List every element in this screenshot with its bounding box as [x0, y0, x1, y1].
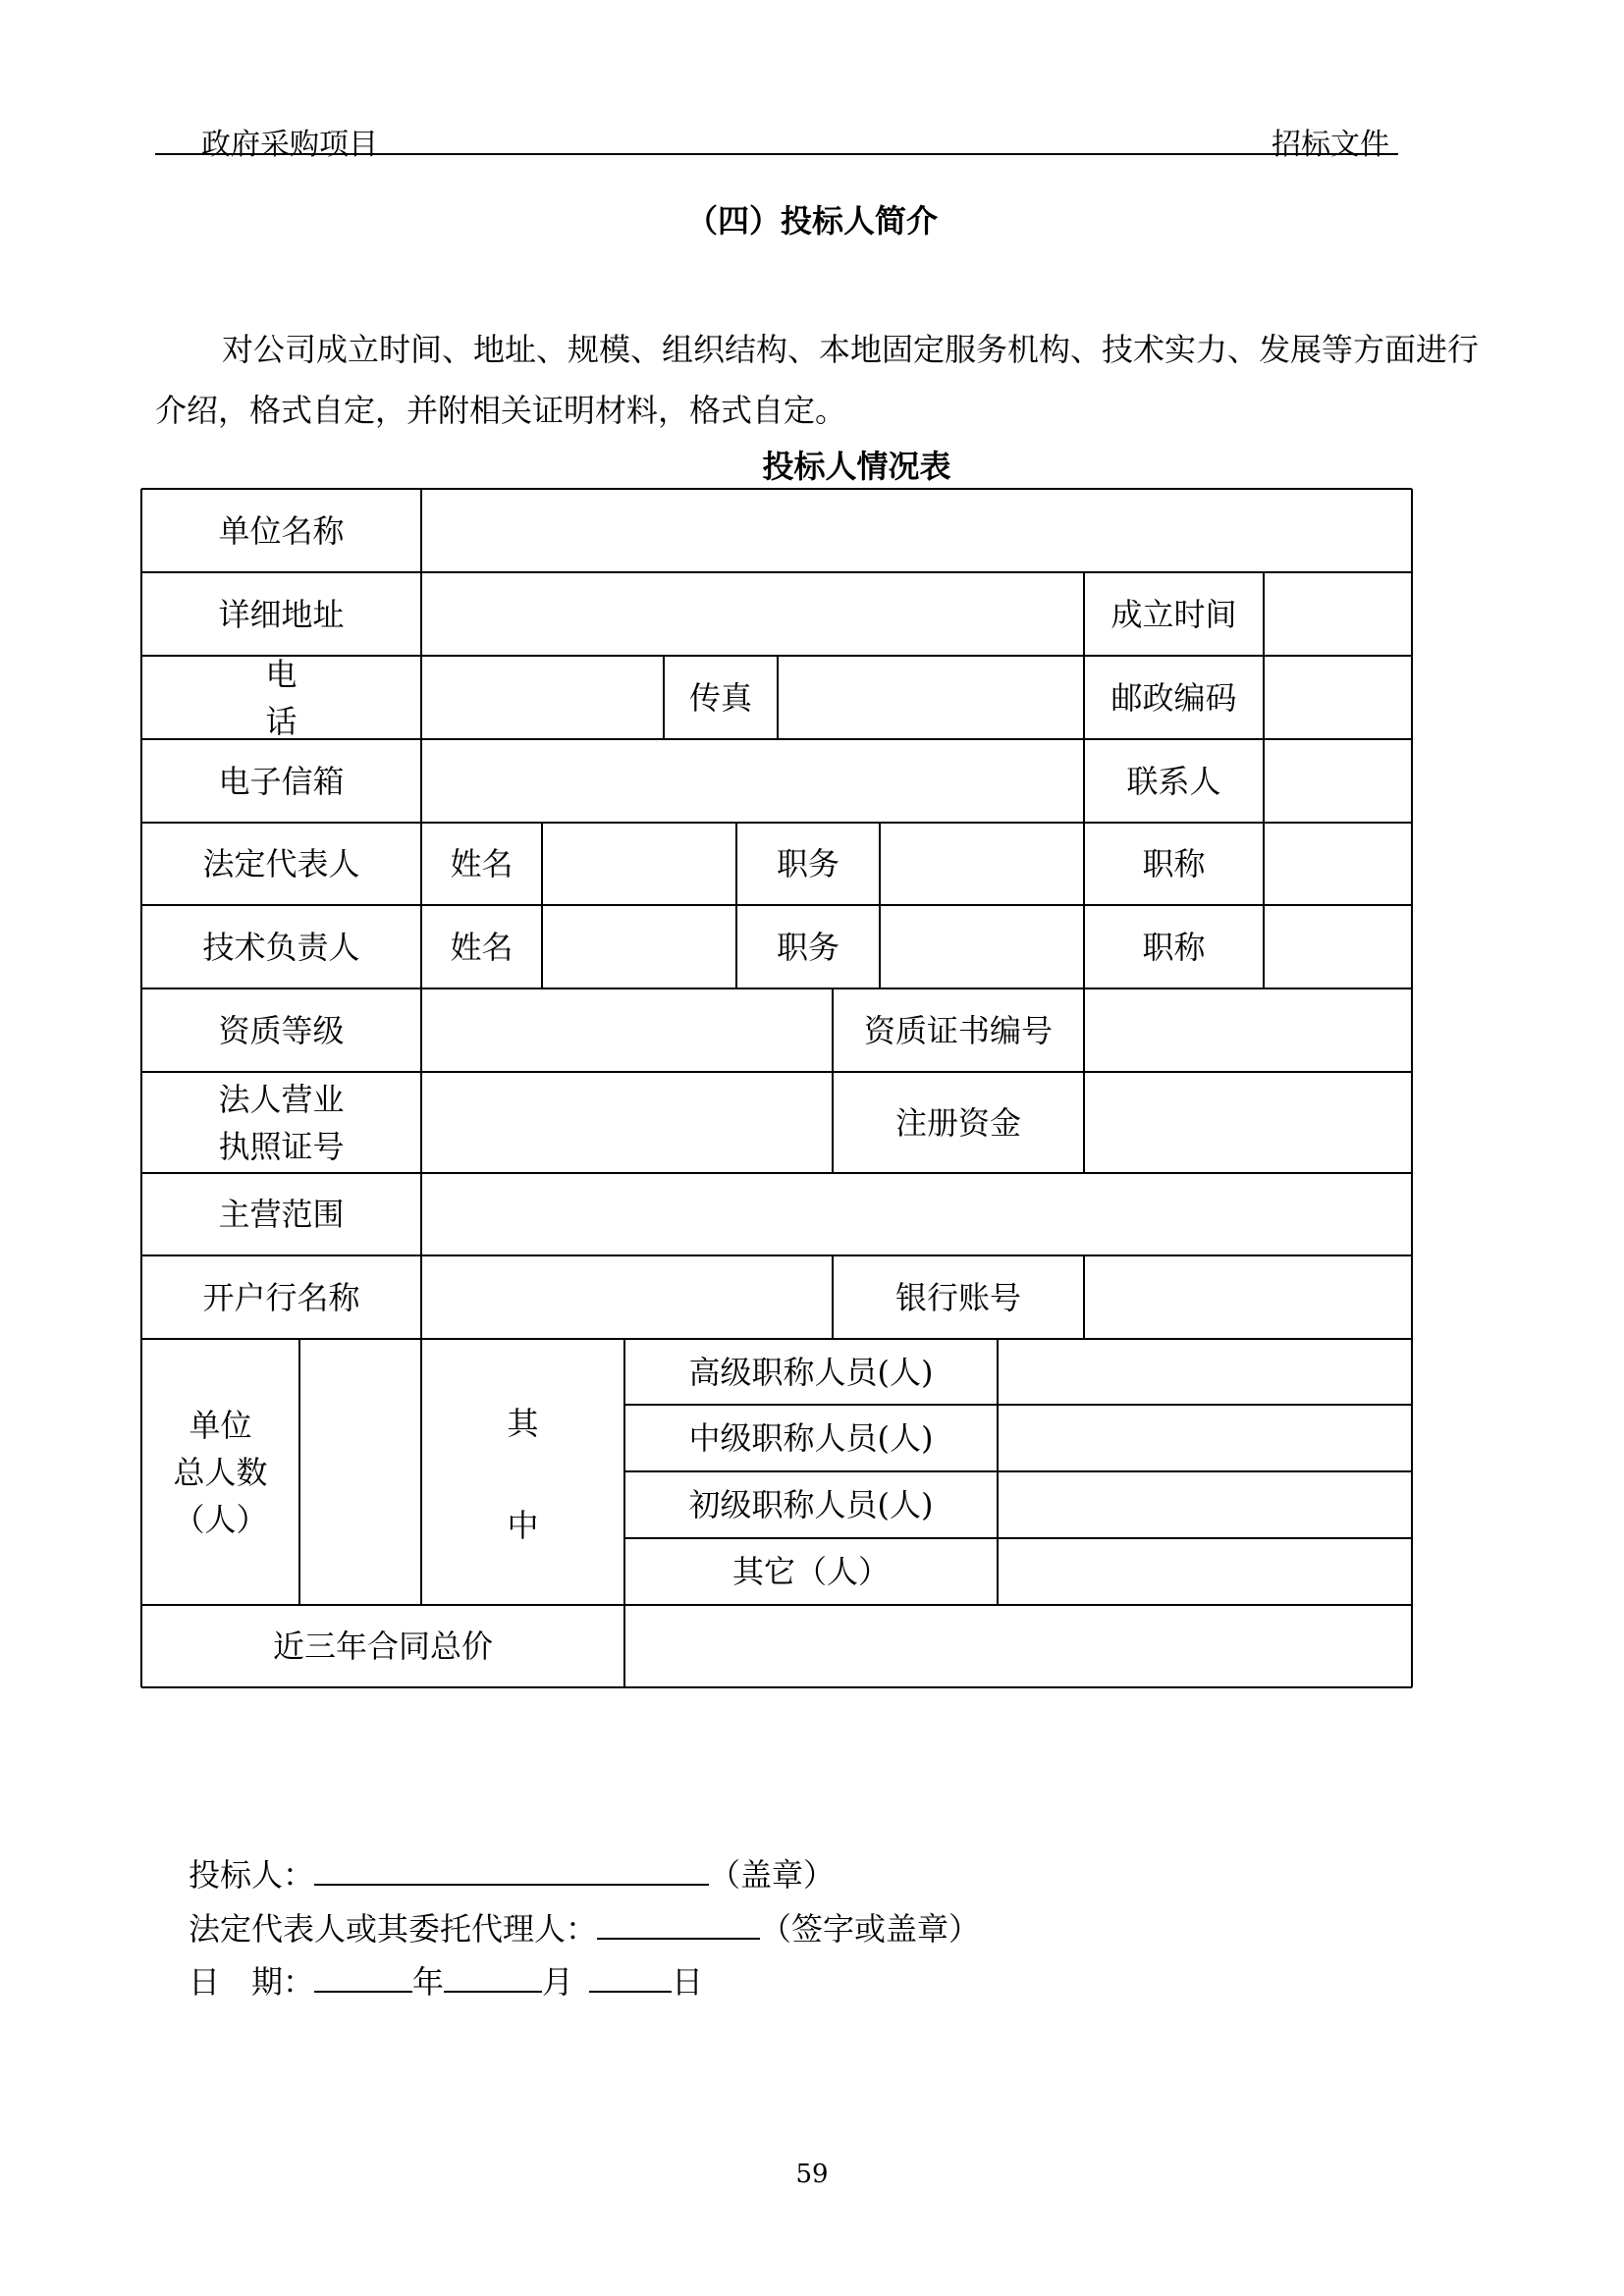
date-label: 日 期：	[189, 1963, 315, 2001]
page-number: 59	[795, 2160, 829, 2189]
section-title: （四）投标人简介	[685, 202, 938, 240]
cell-legal-rep-position-label: 职务	[776, 845, 839, 882]
bidder-blank[interactable]	[314, 1854, 709, 1886]
cell-reg-capital-label: 注册资金	[894, 1103, 1021, 1142]
cell-contract-total-label: 近三年合同总价	[272, 1628, 493, 1665]
signature-rep-line	[189, 1904, 980, 1949]
rep-label: 法定代表人或其委托代理人：	[189, 1910, 598, 1948]
cell-tech-lead-label: 技术负责人	[202, 928, 360, 966]
cell-fax-label: 传真	[688, 678, 752, 717]
bidder-label: 投标人：	[189, 1856, 315, 1894]
cell-phone-label: 电话	[265, 655, 376, 740]
cell-other-staff-label: 其它（人）	[731, 1553, 890, 1590]
header-rule	[155, 153, 1398, 155]
rep-suffix: （签字或盖章）	[760, 1910, 981, 1948]
cell-business-scope-label: 主营范围	[218, 1196, 345, 1233]
cell-unit-name-label: 单位名称	[218, 511, 345, 550]
month-blank[interactable]	[444, 1961, 542, 1993]
cell-senior-staff-label: 高级职称人员(人)	[688, 1353, 934, 1391]
cell-legal-rep-label: 法定代表人	[202, 845, 360, 882]
cell-address-label: 详细地址	[218, 595, 345, 633]
cell-contact-label: 联系人	[1126, 762, 1221, 800]
day-blank[interactable]	[589, 1961, 672, 1993]
cell-legal-rep-name-label: 姓名	[450, 845, 514, 882]
cell-email-label: 电子信箱	[218, 762, 345, 800]
header-project: 政府采购项目	[201, 128, 378, 162]
cell-qual-grade-label: 资质等级	[218, 1011, 345, 1049]
cell-junior-staff-label: 初级职称人员(人)	[688, 1486, 934, 1523]
intro-paragraph: 对公司成立时间、地址、规模、组织结构、本地固定服务机构、技术实力、发展等方面进行介绍，格式自定，并附相关证明材料，格式自定。	[155, 331, 1480, 429]
header-doc-type: 招标文件	[1272, 128, 1389, 162]
cell-founded-label: 成立时间	[1110, 595, 1237, 633]
cell-bank-account-label: 银行账号	[894, 1278, 1021, 1316]
cell-total-staff-label: 单位 总人数 （人）	[173, 1406, 268, 1538]
cell-middle-staff-label: 中级职称人员(人)	[688, 1419, 934, 1457]
cell-legal-rep-title-label: 职称	[1142, 845, 1206, 882]
bidder-suffix: （盖章）	[709, 1856, 836, 1894]
cell-among-char-1: 其	[507, 1405, 539, 1442]
cell-license-no-label: 法人营业 执照证号	[218, 1080, 345, 1165]
cell-tech-lead-title-label: 职称	[1142, 928, 1206, 966]
cell-qual-cert-no-label: 资质证书编号	[863, 1011, 1053, 1049]
cell-tech-lead-position-label: 职务	[776, 928, 839, 966]
signature-bidder-line	[189, 1850, 835, 1896]
year-label: 年	[412, 1963, 445, 2001]
day-label: 日	[672, 1963, 704, 2001]
cell-bank-name-label: 开户行名称	[202, 1278, 360, 1316]
cell-tech-lead-name-label: 姓名	[450, 928, 514, 966]
cell-among-char-2: 中	[507, 1507, 539, 1544]
year-blank[interactable]	[314, 1961, 412, 1993]
month-label: 月	[542, 1963, 574, 2001]
cell-postcode-label: 邮政编码	[1110, 678, 1237, 717]
signature-date-line	[189, 1957, 703, 2002]
table-title: 投标人情况表	[762, 448, 951, 485]
rep-blank[interactable]	[597, 1908, 760, 1940]
